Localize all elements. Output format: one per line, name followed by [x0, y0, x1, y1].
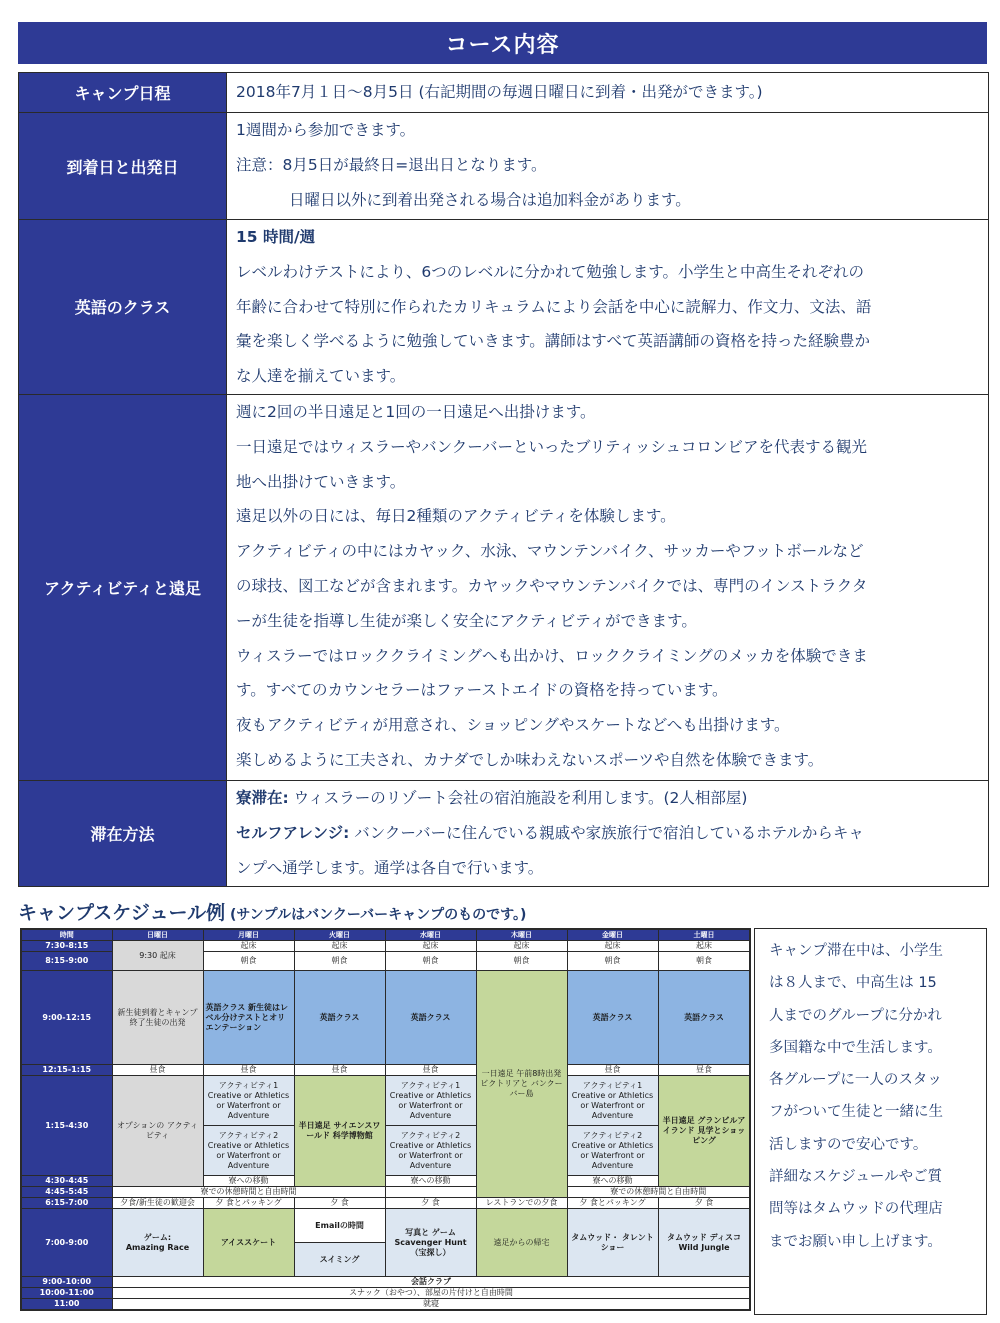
mon-morning-cell: 英語クラス 新生徒はレベル分けテストとオリエンテーション [203, 971, 294, 1065]
evening-mon-cell: アイススケート [203, 1209, 294, 1277]
dinner-cell: 夕 食 [385, 1198, 476, 1209]
time-slot: 4:45-5:45 [21, 1187, 112, 1198]
english-class-cell: 英語クラス [567, 971, 658, 1065]
evening-tue-email-cell: Emailの時間 [294, 1209, 385, 1243]
activity-line-11: 楽しめるように工夫され、カナダでしか味わえないスポーツや自然を体験できます。 [236, 750, 824, 769]
camp-schedule-text: 2018年7月１日～8月5日 (右記期間の毎週日曜日に到着・出発ができます。) [236, 83, 763, 102]
activity-1-label: アクティビティ1 [582, 1080, 643, 1090]
evening-sun-line-2: Amazing Race [125, 1242, 190, 1252]
activity-desc: Creative or Athletics or Waterfront or Adventure [571, 1090, 654, 1120]
wake-cell: 起床 [203, 941, 294, 952]
dorm-text: ウィスラーのリゾート会社の宿泊施設を利用します。(2人相部屋) [288, 788, 748, 807]
time-slot: 8:15-9:00 [21, 952, 112, 971]
activity-cell [385, 1126, 476, 1176]
dinner-cell: 夕 食 [294, 1198, 385, 1209]
dinner-pack-cell: 夕 食とパッキング [567, 1198, 658, 1209]
arrival-line-3: 日曜日以外に到着出発される場合は追加料金があります。 [289, 190, 691, 209]
timetable-header-sun: 日曜日 [112, 929, 203, 941]
time-slot: 7:00-9:00 [21, 1209, 112, 1277]
english-line-1: レベルわけテストにより、6つのレベルに分かれて勉強します。小学生と中高生それぞれの [236, 262, 865, 281]
breakfast-cell: 朝食 [203, 952, 294, 971]
note-line: 多国籍な中で生活します。 [769, 1039, 942, 1056]
schedule-heading [18, 898, 526, 925]
move-cell: 寮への移動 [567, 1176, 658, 1187]
self-arrange-text-1: バンクーバーに住んでいる親戚や家族旅行で宿泊しているホテルからキャ [349, 823, 864, 842]
free-time-cell: 寮での休憩時間と自由時間 [567, 1187, 750, 1198]
sleep-cell: 就寝 [112, 1299, 750, 1311]
wake-cell: 起床 [385, 941, 476, 952]
dinner-sun-cell: 夕食/新生徒の歓迎会 [112, 1198, 203, 1209]
dinner-pack-cell: 夕 食とパッキング [203, 1198, 294, 1209]
activity-line-5: アクティビティの中にはカヤック、水泳、マウンテンバイク、サッカーやフットボールなど [236, 542, 864, 561]
timetable-header-time: 時間 [21, 929, 112, 941]
breakfast-cell: 朝食 [658, 952, 750, 971]
evening-sun-line-1: ゲーム: [143, 1232, 172, 1242]
breakfast-cell: 朝食 [294, 952, 385, 971]
timetable-header-sat: 土曜日 [658, 929, 750, 941]
wake-cell: 起床 [658, 941, 750, 952]
activity-2-label: アクティビティ2 [218, 1130, 279, 1140]
self-arrange-text-2: ンプへ通学します。通学は各自で行います。 [236, 858, 544, 877]
wake-cell: 起床 [476, 941, 567, 952]
snack-cell: スナック（おやつ）、部屋の片付けと自由時間 [112, 1288, 750, 1299]
activity-cell [203, 1076, 294, 1126]
time-slot: 1:15-4:30 [21, 1076, 112, 1176]
lunch-cell: 昼食 [567, 1065, 658, 1076]
move-cell: 寮への移動 [385, 1176, 476, 1187]
evening-wed-cell: 写真と ゲームScavenger Hunt（宝探し） [385, 1209, 476, 1277]
timetable-header-thu: 木曜日 [476, 929, 567, 941]
lunch-cell: 昼食 [294, 1065, 385, 1076]
breakfast-cell: 朝食 [476, 952, 567, 971]
activity-line-3: 地へ出掛けていきます。 [236, 472, 406, 491]
timetable-header-mon: 月曜日 [203, 929, 294, 941]
schedule-title: キャンプスケジュール例 [18, 902, 226, 924]
activity-desc: Creative or Athletics or Waterfront or Adventure [389, 1140, 472, 1170]
activity-line-6: の球技、図工などが含まれます。カヤックやマウンテンバイクでは、専門のインストラクタ [236, 576, 868, 595]
note-line: 問等はタムウッドの代理店 [769, 1201, 943, 1218]
timetable-header-tue: 火曜日 [294, 929, 385, 941]
note-line: 詳細なスケジュールやご質 [769, 1169, 943, 1186]
activity-line-7: ーが生徒を指導し生徒が楽しく安全にアクティビティができます。 [236, 611, 697, 630]
note-line: キャンプ滞在中は、小学生 [769, 943, 943, 959]
activity-desc: Creative or Athletics or Waterfront or Adventure [207, 1140, 290, 1170]
activity-line-9: す。すべてのカウンセラーはファーストエイドの資格を持っています。 [236, 681, 728, 700]
full-day-trip-cell: 一日遠足 午前8時出発 ビクトリアと バンクーバー島 [476, 971, 567, 1198]
lunch-cell: 昼食 [385, 1065, 476, 1076]
label-english-class: 英語のクラス [19, 220, 227, 395]
time-slot: 10:00-11:00 [21, 1288, 112, 1299]
lunch-cell: 昼食 [658, 1065, 750, 1076]
breakfast-cell: 朝食 [385, 952, 476, 971]
english-class-cell: 英語クラス [294, 971, 385, 1065]
activity-line-1: 週に2回の半日遠足と1回の一日遠足へ出掛けます。 [236, 402, 596, 421]
timetable-header-wed: 水曜日 [385, 929, 476, 941]
tue-half-day-cell: 半日遠足 サイエンスワールド 科学博物館 [294, 1076, 385, 1187]
activity-desc: Creative or Athletics or Waterfront or Adventure [389, 1090, 472, 1120]
time-slot: 4:30-4:45 [21, 1176, 112, 1187]
activity-line-8: ウィスラーではロッククライミングへも出かけ、ロッククライミングのメッカを体験できま [236, 646, 868, 665]
activity-1-label: アクティビティ1 [218, 1080, 279, 1090]
dorm-label: 寮滞在: [236, 788, 289, 807]
wake-cell: 起床 [567, 941, 658, 952]
activity-1-label: アクティビティ1 [400, 1080, 461, 1090]
note-line: フがついて生徒と一緒に生 [769, 1104, 943, 1121]
activity-cell [567, 1126, 658, 1176]
timetable-header-fri: 金曜日 [567, 929, 658, 941]
time-slot: 7:30-8:15 [21, 941, 112, 952]
page-title: コース内容 [18, 22, 987, 64]
label-arrival-departure: 到着日と出発日 [19, 113, 227, 220]
group-info-note [754, 928, 987, 1315]
time-slot: 9:00-10:00 [21, 1277, 112, 1288]
conversation-club-cell: 会話クラブ [112, 1277, 750, 1288]
sun-afternoon-cell: オプションの アクティビティ [112, 1076, 203, 1187]
schedule-subtitle: (サンプルはバンクーバーキャンプのものです。) [225, 907, 527, 923]
time-slot: 11:00 [21, 1299, 112, 1311]
english-hours: 15 時間/週 [236, 228, 316, 246]
english-line-4: な人達を揃えています。 [236, 367, 406, 386]
sun-morning-cell: 新生徒到着とキャンプ終了生徒の出発 [112, 971, 203, 1065]
timetable [20, 928, 751, 1311]
dinner-cell: 夕 食 [658, 1198, 750, 1209]
sun-wake-cell: 9:30 起床 [112, 941, 203, 971]
evening-tue-swim-cell: スイミング [294, 1243, 385, 1277]
lunch-cell: 昼食 [112, 1065, 203, 1076]
time-slot: 9:00-12:15 [21, 971, 112, 1065]
english-line-2: 年齢に合わせて特別に作られたカリキュラムにより会話を中心に読解力、作文力、文法、語 [236, 297, 872, 316]
label-camp-schedule: キャンプ日程 [19, 73, 227, 113]
activity-line-10: 夜もアクティビティが用意され、ショッピングやスケートなどへも出掛けます。 [236, 716, 790, 735]
arrival-line-2: 注意：8月5日が最終日=退出日となります。 [236, 155, 547, 174]
note-line: 活しますので安心です。 [769, 1136, 928, 1153]
activity-2-label: アクティビティ2 [400, 1130, 461, 1140]
time-slot: 12:15-1:15 [21, 1065, 112, 1076]
evening-thu-cell: 遠足からの帰宅 [476, 1209, 567, 1277]
evening-sun-cell [112, 1209, 203, 1277]
move-cell: 寮への移動 [203, 1176, 294, 1187]
english-class-cell: 英語クラス [385, 971, 476, 1065]
activity-cell [385, 1076, 476, 1126]
english-line-3: 彙を楽しく学べるように勉強していきます。講師はすべて英語講師の資格を持った経験豊か [236, 332, 870, 351]
blank-cell [385, 1187, 476, 1198]
lunch-cell: 昼食 [203, 1065, 294, 1076]
activity-cell [567, 1076, 658, 1126]
wake-cell: 起床 [294, 941, 385, 952]
note-line: は８人まで、中高生は 15 [769, 975, 937, 992]
evening-sat-cell: タムウッド ディスコ Wild Jungle [658, 1209, 750, 1277]
note-line: までお願い申し上げます。 [769, 1233, 942, 1250]
dinner-restaurant-cell: レストランでの夕食 [476, 1198, 567, 1209]
activity-cell [203, 1126, 294, 1176]
time-slot: 6:15-7:00 [21, 1198, 112, 1209]
sat-half-day-cell: 半日遠足 グランビルアイランド 見学とショッピング [658, 1076, 750, 1187]
activity-2-label: アクティビティ2 [582, 1130, 643, 1140]
english-class-cell: 英語クラス [658, 971, 750, 1065]
activity-desc: Creative or Athletics or Waterfront or Adventure [207, 1090, 290, 1120]
note-line: 人までのグループに分かれ [769, 1007, 942, 1024]
label-stay: 滞在方法 [19, 780, 227, 886]
evening-fri-cell: タムウッド・ タレントショー [567, 1209, 658, 1277]
activity-desc: Creative or Athletics or Waterfront or Adventure [571, 1140, 654, 1170]
label-activity: アクティビティと遠足 [19, 394, 227, 780]
activity-line-4: 遠足以外の日には、毎日2種類のアクティビティを体験します。 [236, 507, 676, 526]
self-arrange-label: セルフアレンジ: [236, 823, 350, 842]
course-table [18, 72, 989, 887]
activity-line-2: 一日遠足ではウィスラーやバンクーバーといったブリティッシュコロンビアを代表する観光 [236, 437, 868, 456]
note-line: 各グループに一人のスタッ [769, 1072, 942, 1089]
breakfast-cell: 朝食 [567, 952, 658, 971]
free-time-cell: 寮での休憩時間と自由時間 [112, 1187, 385, 1198]
arrival-line-1: 1週間から参加できます。 [236, 121, 416, 139]
